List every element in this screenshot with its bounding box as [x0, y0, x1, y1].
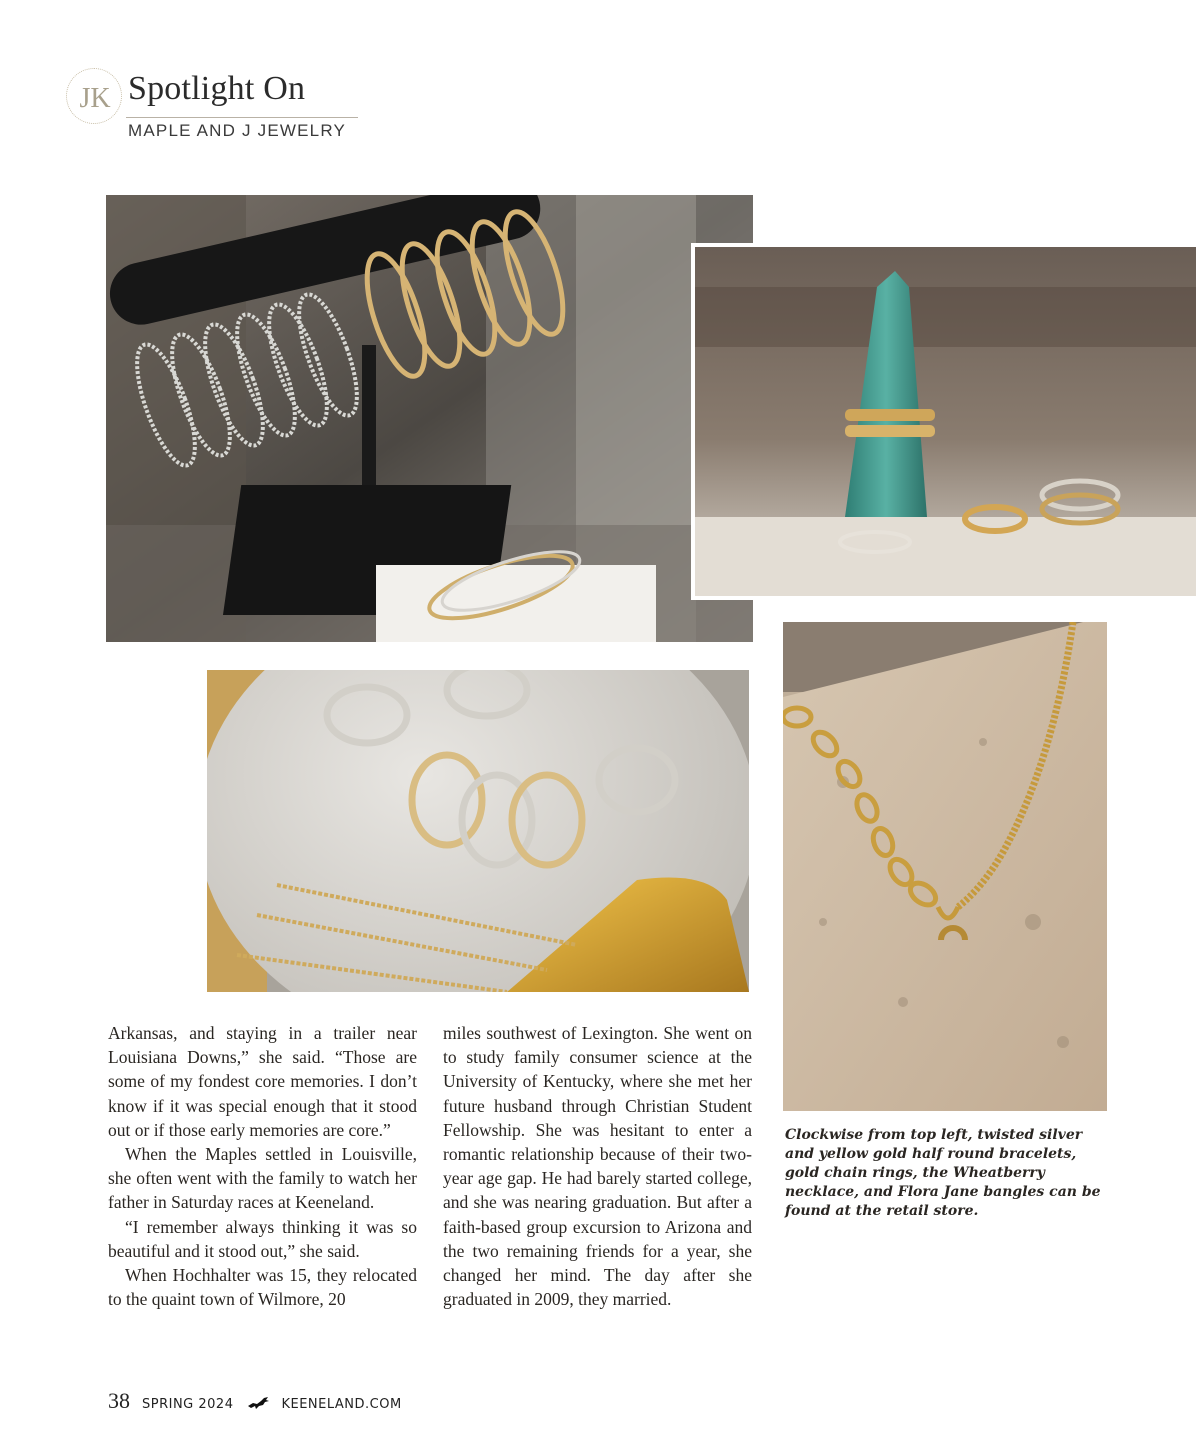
section-title: Spotlight On [128, 70, 306, 107]
section-subtitle: MAPLE AND J JEWELRY [128, 121, 347, 140]
photo-caption: Clockwise from top left, twisted silver and yellow gold half round bracelets, gold chain rings, the Wheatberry necklace, and Flora Jane bangles can be found at the retail store. [785, 1127, 1101, 1219]
article-column-left [108, 1021, 417, 1311]
photo-bangles-marble [207, 670, 749, 992]
paragraph: When the Maples settled in Louisville, she often went with the family to watch her father in Saturday races at Keeneland. [108, 1144, 417, 1213]
paragraph: Arkansas, and staying in a trailer near Louisiana Downs,” she said. “Those are some of my fondest core memories. I don’t know if it was special enough that it stood out or if those early memories are core.” [108, 1023, 417, 1140]
header-divider [126, 117, 358, 118]
horse-logo-icon [247, 1396, 271, 1415]
issue-label: SPRING 2024 [142, 1397, 234, 1412]
logo-monogram-text: JK [79, 83, 111, 114]
page-footer [108, 1388, 402, 1415]
page-number: 38 [108, 1388, 130, 1413]
paragraph: When Hochhalter was 15, they relocated to the quaint town of Wilmore, 20 [108, 1265, 417, 1310]
logo-monogram [66, 68, 122, 124]
paragraph: “I remember always thinking it was so beautiful and it stood out,” she said. [108, 1216, 417, 1261]
site-label: KEENELAND.COM [281, 1397, 402, 1412]
paragraph: miles southwest of Lexington. She went on to study family consumer science at the University of Kentucky, where she met her future husband through Christian Student Fellowship. She was hesitant to enter a romantic relationship because of their two-year age gap. He had barely started college, and she was nearing graduation. But after a faith-based group excursion to Arizona and the two remaining friends for a year, she changed her mind. The day after she graduated in 2009, they married. [443, 1023, 752, 1310]
photo-rings-crystal [691, 243, 1200, 600]
article-column-right [443, 1021, 752, 1311]
photo-bracelets-stand [106, 195, 753, 642]
photo-necklace [783, 622, 1107, 1111]
